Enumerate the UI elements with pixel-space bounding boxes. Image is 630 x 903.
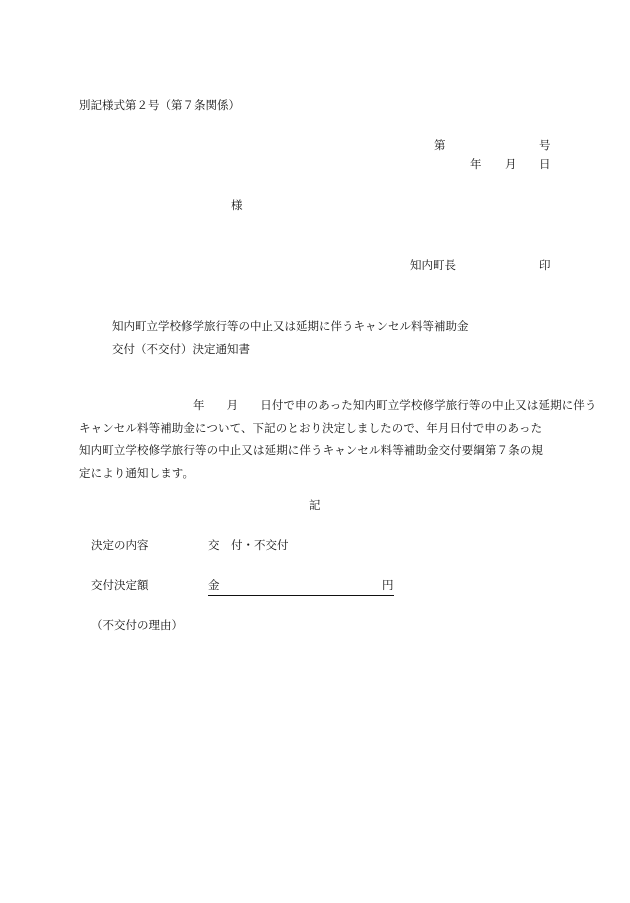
decision-value: 交 付・不交付: [208, 538, 289, 552]
date-month: 月: [505, 157, 517, 171]
amount-label: 交付決定額: [91, 578, 149, 592]
issuer-seal: 印: [539, 258, 551, 272]
reason-label: （不交付の理由）: [91, 618, 183, 632]
body-line-2: キャンセル料等補助金について、下記のとおり決定しましたので、年月日付で申のあった: [79, 420, 543, 435]
body-month: 月: [226, 398, 239, 412]
title-line-2: 交付（不交付）決定通知書: [112, 342, 250, 356]
notice-body: [79, 394, 597, 484]
amount-prefix: 金: [208, 578, 220, 592]
ki-heading: 記: [309, 498, 321, 512]
amount-suffix: 円: [382, 578, 394, 592]
doc-number-suffix: 号: [539, 138, 551, 152]
form-reference: 別記様式第２号（第７条関係）: [79, 98, 240, 112]
doc-number-prefix: 第: [434, 138, 446, 152]
body-line-1: [79, 394, 597, 417]
body-line-3: 知内町立学校修学旅行等の中止又は延期に伴うキャンセル料等補助金交付要綱第７条の規: [79, 443, 543, 457]
body-year: 年: [193, 398, 205, 412]
decision-label: 決定の内容: [91, 538, 149, 552]
date-day: 日: [539, 157, 551, 171]
date-year: 年: [470, 157, 482, 171]
issuer-name: 知内町長: [410, 258, 456, 272]
addressee-suffix: 様: [231, 198, 243, 212]
title-line-1: 知内町立学校修学旅行等の中止又は延期に伴うキャンセル料等補助金: [112, 319, 469, 333]
body-line-4: 定により通知します。: [79, 465, 195, 480]
body-line-1-rest: 日付で申のあった知内町立学校修学旅行等の中止又は延期に伴う: [260, 398, 597, 412]
amount-field: [208, 578, 394, 596]
